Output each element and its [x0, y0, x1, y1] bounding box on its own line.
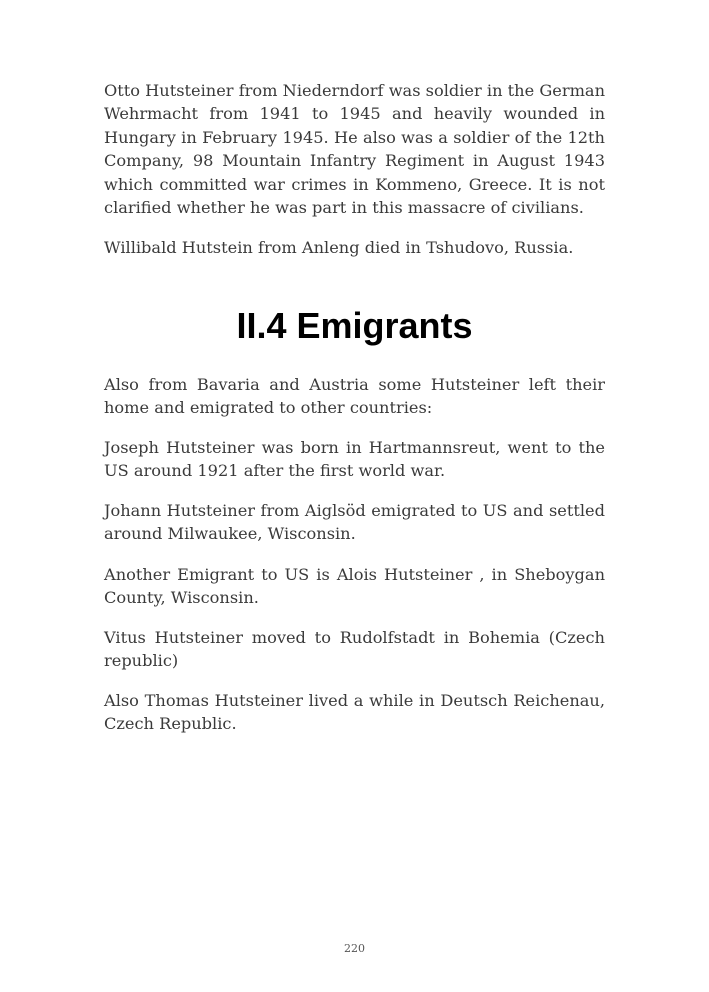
section-heading: II.4 Emigrants — [236, 305, 473, 346]
paragraph-joseph-hutsteiner: Joseph Hutsteiner was born in Hartmannsreut, went to the US around 1921 after the first world war. — [104, 438, 605, 481]
paragraph-vitus-hutsteiner: Vitus Hutsteiner moved to Rudolfstadt in Bohemia (Czech republic) — [104, 628, 605, 671]
page-number: 220 — [344, 942, 365, 955]
paragraph-thomas-hutsteiner: Also Thomas Hutsteiner lived a while in Deutsch Reichenau, Czech Republic. — [104, 691, 605, 734]
paragraph-emigration-intro: Also from Bavaria and Austria some Hutsteiner left their home and emigrated to other countries: — [104, 375, 605, 418]
paragraph-otto-hutsteiner: Otto Hutsteiner from Niederndorf was soldier in the German Wehrmacht from 1941 to 1945 and heavily wounded in Hungary in February 1945. He also was a soldier of the 12th Company, 98 Mountain Infantry Regiment in August 1943 which committed war crimes in Kommeno, Greece. It is not clarified whether he was part in this massacre of civilians. — [104, 81, 605, 218]
paragraph-willibald-hutstein: Willibald Hutstein from Anleng died in Tshudovo, Russia. — [104, 238, 574, 257]
paragraph-johann-hutsteiner: Johann Hutsteiner from Aiglsöd emigrated to US and settled around Milwaukee, Wisconsin. — [104, 501, 605, 544]
paragraph-alois-hutsteiner: Another Emigrant to US is Alois Hutsteiner , in Sheboygan County, Wisconsin. — [104, 565, 605, 608]
